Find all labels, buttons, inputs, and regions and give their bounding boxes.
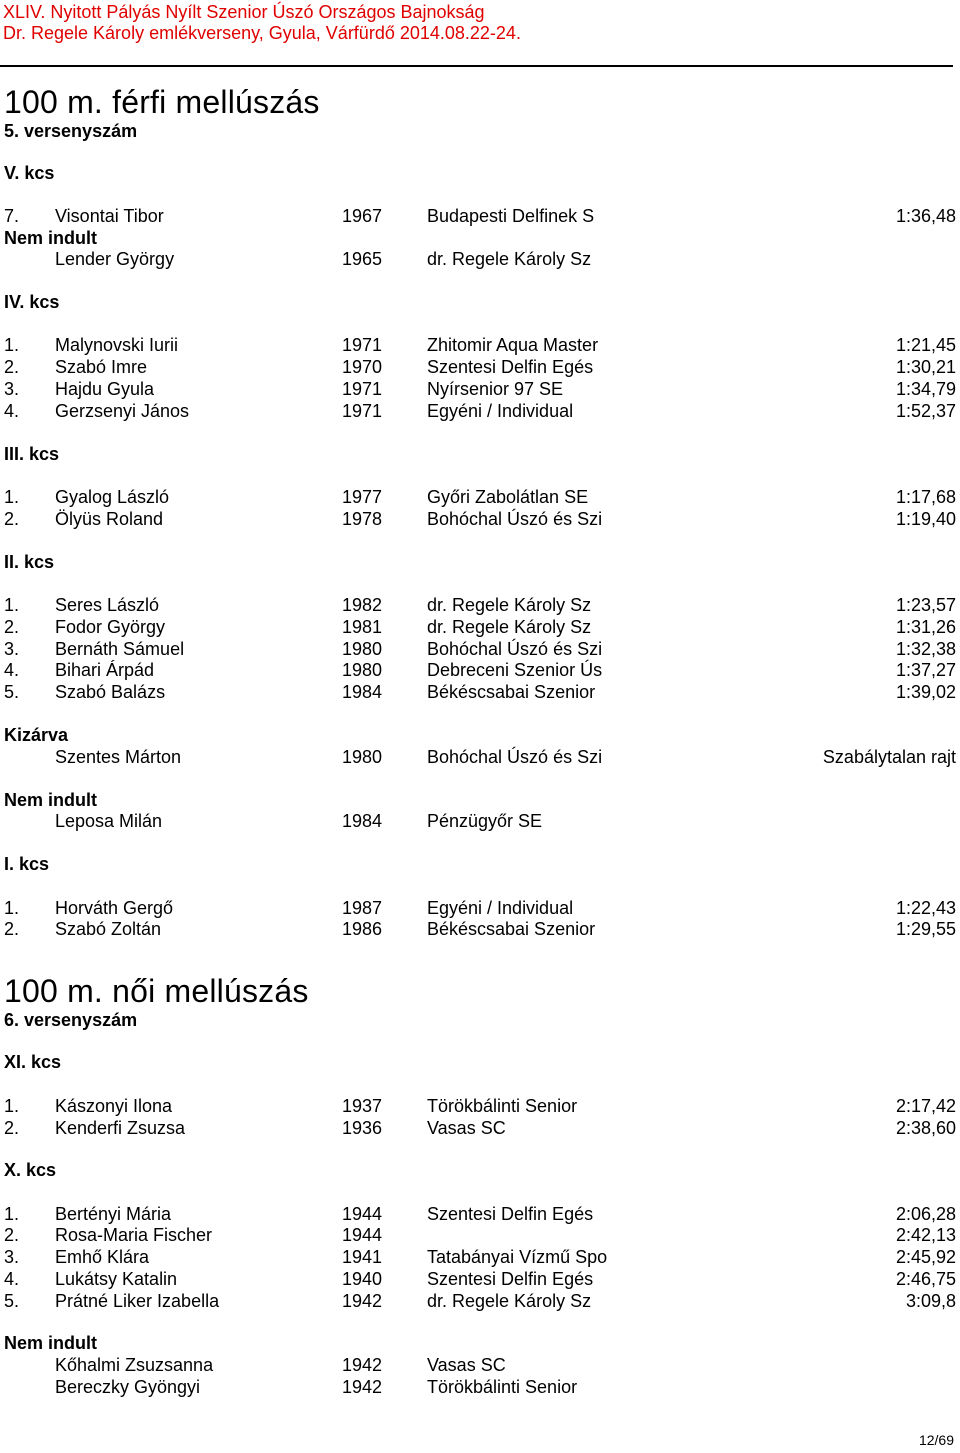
swimmer-name: Horváth Gergő [55, 898, 174, 918]
birth-year: 1937 [342, 1096, 383, 1116]
club-name: Győri Zabolátlan SE [427, 487, 589, 507]
birth-year: 1981 [342, 617, 383, 637]
result-time: 2:42,13 [895, 1225, 956, 1245]
club-name: dr. Regele Károly Sz [427, 249, 592, 269]
result-row [0, 401, 960, 423]
result-row [0, 1377, 960, 1399]
club-name: Egyéni / Individual [427, 898, 574, 918]
club-name: Egyéni / Individual [427, 401, 574, 421]
place: 1. [4, 487, 20, 507]
swimmer-name: Bereczky Gyöngyi [55, 1377, 201, 1397]
birth-year: 1967 [342, 206, 383, 226]
swimmer-name: Leposa Milán [55, 811, 163, 831]
result-time: 1:29,55 [895, 919, 956, 939]
group-label: XI. kcs [4, 1052, 62, 1072]
group-label: III. kcs [4, 444, 60, 464]
club-name: Törökbálinti Senior [427, 1096, 578, 1116]
result-time: 1:32,38 [895, 639, 956, 659]
place: 5. [4, 682, 20, 702]
result-time: Szabálytalan rajt [822, 747, 956, 767]
result-row [0, 811, 960, 833]
result-row [0, 682, 960, 704]
birth-year: 1980 [342, 747, 383, 767]
result-row [0, 1225, 960, 1247]
birth-year: 1970 [342, 357, 383, 377]
swimmer-name: Hajdu Gyula [55, 379, 155, 399]
place: 5. [4, 1291, 20, 1311]
group-label: X. kcs [4, 1160, 57, 1180]
birth-year: 1978 [342, 509, 383, 529]
result-time: 1:34,79 [895, 379, 956, 399]
result-row [0, 249, 960, 271]
result-time: 3:09,8 [905, 1291, 956, 1311]
club-name: Pénzügyőr SE [427, 811, 543, 831]
result-row [0, 1269, 960, 1291]
swimmer-name: Emhő Klára [55, 1247, 150, 1267]
result-time: 1:22,43 [895, 898, 956, 918]
swimmer-name: Gyalog László [55, 487, 170, 507]
result-row [0, 335, 960, 357]
swimmer-name: Bertényi Mária [55, 1204, 172, 1224]
club-name: Tatabányai Vízmű Spo [427, 1247, 608, 1267]
birth-year: 1982 [342, 595, 383, 615]
result-time: 1:30,21 [895, 357, 956, 377]
result-time: 2:06,28 [895, 1204, 956, 1224]
place: 2. [4, 919, 20, 939]
swimmer-name: Szabó Balázs [55, 682, 166, 702]
birth-year: 1940 [342, 1269, 383, 1289]
result-time: 2:17,42 [895, 1096, 956, 1116]
birth-year: 1971 [342, 335, 383, 355]
event-number: 5. versenyszám [4, 121, 138, 141]
result-row [0, 898, 960, 920]
swimmer-name: Gerzsenyi János [55, 401, 190, 421]
place: 2. [4, 509, 20, 529]
birth-year: 1965 [342, 249, 383, 269]
birth-year: 1942 [342, 1377, 383, 1397]
place: 1. [4, 595, 20, 615]
event-title: 100 m. férfi mellúszás [4, 84, 320, 120]
club-name: Bohóchal Úszó és Szi [427, 747, 603, 767]
result-row [0, 1096, 960, 1118]
birth-year: 1936 [342, 1118, 383, 1138]
club-name: Bohóchal Úszó és Szi [427, 509, 603, 529]
club-name: Szentesi Delfin Egés [427, 1269, 594, 1289]
birth-year: 1980 [342, 639, 383, 659]
birth-year: 1986 [342, 919, 383, 939]
group-label: V. kcs [4, 163, 55, 183]
result-row [0, 1291, 960, 1313]
swimmer-name: Rosa-Maria Fischer [55, 1225, 213, 1245]
result-time: 2:46,75 [895, 1269, 956, 1289]
club-name: dr. Regele Károly Sz [427, 617, 592, 637]
result-time: 1:36,48 [895, 206, 956, 226]
result-row [0, 617, 960, 639]
club-name: Budapesti Delfinek S [427, 206, 595, 226]
result-row [0, 379, 960, 401]
swimmer-name: Bihari Árpád [55, 660, 155, 680]
place: 2. [4, 1225, 20, 1245]
group-label: Nem indult [4, 228, 97, 248]
club-name: Bohóchal Úszó és Szi [427, 639, 603, 659]
club-name: Békéscsabai Szenior [427, 682, 596, 702]
place: 4. [4, 1269, 20, 1289]
swimmer-name: Lukátsy Katalin [55, 1269, 178, 1289]
event-title: 100 m. női mellúszás [4, 973, 309, 1009]
birth-year: 1984 [342, 682, 383, 702]
birth-year: 1984 [342, 811, 383, 831]
group-label: IV. kcs [4, 292, 60, 312]
birth-year: 1971 [342, 401, 383, 421]
place: 2. [4, 617, 20, 637]
swimmer-name: Kászonyi Ilona [55, 1096, 173, 1116]
result-row [0, 660, 960, 682]
swimmer-name: Lender György [55, 249, 175, 269]
result-row [0, 639, 960, 661]
place: 3. [4, 379, 20, 399]
birth-year: 1987 [342, 898, 383, 918]
swimmer-name: Kőhalmi Zsuzsanna [55, 1355, 214, 1375]
group-label: Nem indult [4, 1333, 97, 1353]
result-time: 1:37,27 [895, 660, 956, 680]
result-time: 2:45,92 [895, 1247, 956, 1267]
place: 4. [4, 401, 20, 421]
result-time: 1:17,68 [895, 487, 956, 507]
birth-year: 1944 [342, 1225, 383, 1245]
swimmer-name: Szabó Zoltán [55, 919, 162, 939]
page-number: 12/69 [918, 1432, 954, 1448]
result-time: 1:39,02 [895, 682, 956, 702]
birth-year: 1942 [342, 1355, 383, 1375]
swimmer-name: Bernáth Sámuel [55, 639, 185, 659]
group-label: I. kcs [4, 854, 50, 874]
result-row [0, 1247, 960, 1269]
result-row [0, 595, 960, 617]
header-title: XLIV. Nyitott Pályás Nyílt Szenior Úszó Országos Bajnokság [3, 2, 485, 22]
club-name: Vasas SC [427, 1355, 506, 1375]
header-divider [0, 65, 953, 67]
club-name: dr. Regele Károly Sz [427, 1291, 592, 1311]
result-row [0, 1204, 960, 1226]
place: 2. [4, 357, 20, 377]
birth-year: 1977 [342, 487, 383, 507]
swimmer-name: Szabó Imre [55, 357, 148, 377]
result-row [0, 509, 960, 531]
group-label: Nem indult [4, 790, 97, 810]
place: 1. [4, 335, 20, 355]
result-row [0, 1118, 960, 1140]
result-time: 1:52,37 [895, 401, 956, 421]
birth-year: 1980 [342, 660, 383, 680]
swimmer-name: Seres László [55, 595, 160, 615]
swimmer-name: Kenderfi Zsuzsa [55, 1118, 186, 1138]
club-name: Debreceni Szenior Ús [427, 660, 603, 680]
result-time: 1:21,45 [895, 335, 956, 355]
result-row [0, 747, 960, 769]
club-name: dr. Regele Károly Sz [427, 595, 592, 615]
birth-year: 1942 [342, 1291, 383, 1311]
result-row [0, 206, 960, 228]
birth-year: 1941 [342, 1247, 383, 1267]
swimmer-name: Fodor György [55, 617, 166, 637]
club-name: Békéscsabai Szenior [427, 919, 596, 939]
result-time: 1:19,40 [895, 509, 956, 529]
place: 1. [4, 1204, 20, 1224]
result-row [0, 487, 960, 509]
result-time: 2:38,60 [895, 1118, 956, 1138]
birth-year: 1971 [342, 379, 383, 399]
place: 2. [4, 1118, 20, 1138]
group-label: Kizárva [4, 725, 69, 745]
club-name: Zhitomir Aqua Master [427, 335, 599, 355]
club-name: Szentesi Delfin Egés [427, 357, 594, 377]
swimmer-name: Szentes Márton [55, 747, 182, 767]
result-row [0, 357, 960, 379]
result-time: 1:23,57 [895, 595, 956, 615]
place: 1. [4, 1096, 20, 1116]
swimmer-name: Ölyüs Roland [55, 509, 164, 529]
header-subtitle: Dr. Regele Károly emlékverseny, Gyula, Várfürdő 2014.08.22-24. [3, 23, 521, 43]
club-name: Vasas SC [427, 1118, 506, 1138]
event-number: 6. versenyszám [4, 1010, 138, 1030]
club-name: Törökbálinti Senior [427, 1377, 578, 1397]
club-name: Nyírsenior 97 SE [427, 379, 564, 399]
place: 4. [4, 660, 20, 680]
result-time: 1:31,26 [895, 617, 956, 637]
swimmer-name: Prátné Liker Izabella [55, 1291, 220, 1311]
swimmer-name: Malynovski Iurii [55, 335, 179, 355]
place: 7. [4, 206, 20, 226]
birth-year: 1944 [342, 1204, 383, 1224]
place: 3. [4, 639, 20, 659]
place: 3. [4, 1247, 20, 1267]
result-row [0, 1355, 960, 1377]
swimmer-name: Visontai Tibor [55, 206, 164, 226]
club-name: Szentesi Delfin Egés [427, 1204, 594, 1224]
group-label: II. kcs [4, 552, 55, 572]
result-row [0, 919, 960, 941]
place: 1. [4, 898, 20, 918]
